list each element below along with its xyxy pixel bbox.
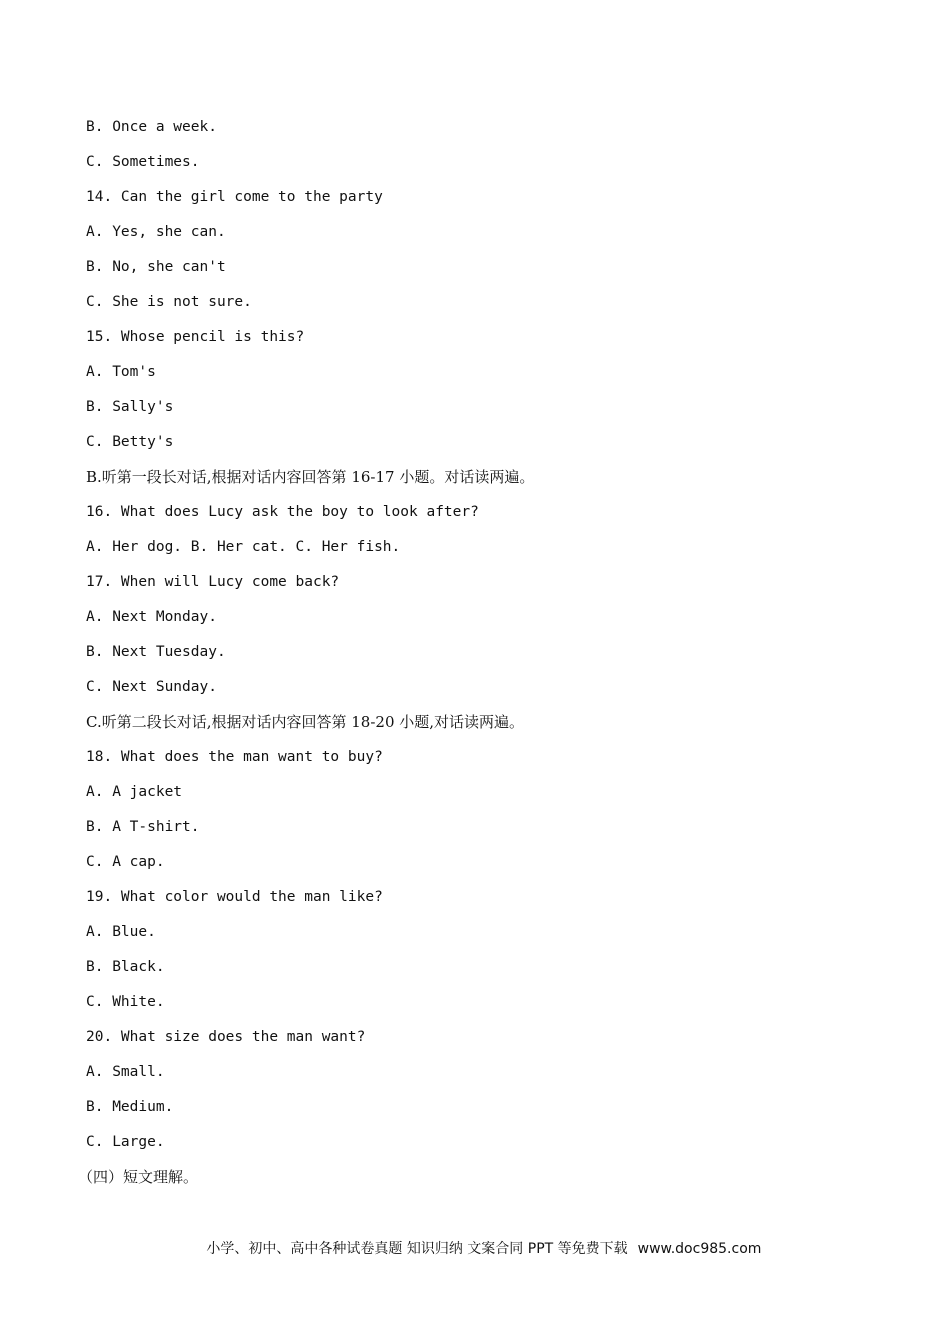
footer-text: 小学、初中、高中各种试卷真题 知识归纳 文案合同 PPT 等免费下载 [206,1241,628,1257]
option-b: B. No, she can't [86,259,226,275]
section-heading: （四）短文理解。 [78,1168,199,1186]
option-b: B. Once a week. [86,119,217,135]
option-a: A. Blue. [86,924,156,940]
question-18: 18. What does the man want to buy? [86,749,383,765]
option-a: A. Yes, she can. [86,224,226,240]
option-c: C. White. [86,994,165,1010]
option-b: B. Black. [86,959,165,975]
question-16: 16. What does Lucy ask the boy to look after? [86,504,479,520]
footer-url: www.doc985.com [637,1241,762,1257]
question-19: 19. What color would the man like? [86,889,383,905]
option-a: A. Small. [86,1064,165,1080]
option-c: C. Sometimes. [86,154,200,170]
question-15: 15. Whose pencil is this? [86,329,305,345]
options-16: A. Her dog. B. Her cat. C. Her fish. [86,539,401,555]
question-list [78,117,886,1202]
option-a: A. A jacket [86,784,183,800]
option-a: A. Tom's [86,364,156,380]
question-14: 14. Can the girl come to the party [86,189,383,205]
option-b: B. A T-shirt. [86,819,200,835]
option-c: C. Next Sunday. [86,679,217,695]
section-b-instruction: B.听第一段长对话,根据对话内容回答第 16-17 小题。对话读两遍。 [86,468,535,486]
page-footer [0,1219,950,1279]
option-c: C. She is not sure. [86,294,252,310]
option-b: B. Sally's [86,399,174,415]
section-c-instruction: C.听第二段长对话,根据对话内容回答第 18-20 小题,对话读两遍。 [86,713,525,731]
question-17: 17. When will Lucy come back? [86,574,340,590]
option-b: B. Next Tuesday. [86,644,226,660]
option-b: B. Medium. [86,1099,174,1115]
option-c: C. Betty's [86,434,174,450]
option-c: C. Large. [86,1134,165,1150]
option-c: C. A cap. [86,854,165,870]
question-20: 20. What size does the man want? [86,1029,366,1045]
option-a: A. Next Monday. [86,609,217,625]
